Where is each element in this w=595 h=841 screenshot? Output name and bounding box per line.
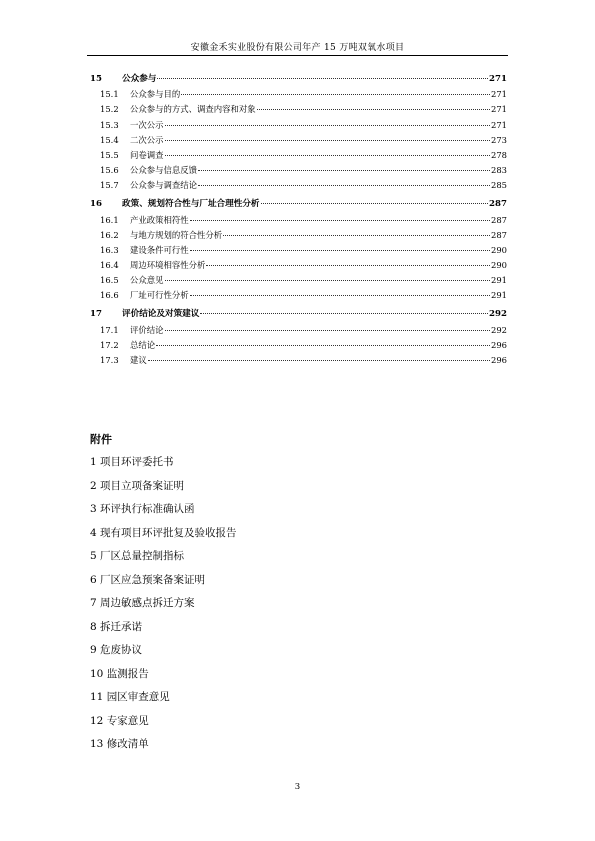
toc-title: 建设条件可行性 (130, 244, 189, 255)
toc-page-number: 283 (491, 165, 507, 176)
toc-number: 15.7 (100, 180, 119, 191)
attachment-item: 6 厂区应急预案备案证明 (90, 573, 206, 586)
toc-section-row[interactable] (90, 338, 507, 353)
attachment-item: 2 项目立项备案证明 (90, 479, 185, 492)
attachment-item: 7 周边敏感点拆迁方案 (90, 597, 195, 609)
toc-page-number: 273 (491, 134, 507, 145)
toc-title: 评价结论及对策建议 (122, 308, 200, 319)
toc-leader-dots (165, 125, 491, 126)
toc-number: 16.2 (100, 229, 119, 240)
toc-page-number: 287 (491, 214, 507, 225)
toc-number: 17.1 (100, 324, 119, 335)
toc-section-row[interactable] (90, 243, 507, 258)
toc-title: 评价结论 (130, 324, 164, 335)
header-rule (87, 55, 508, 56)
toc-number: 15 (90, 74, 102, 84)
toc-chapter-row[interactable] (90, 307, 507, 323)
toc-title: 周边环境相容性分析 (130, 260, 206, 271)
toc-section-row[interactable] (90, 118, 507, 133)
toc-title: 公众参与的方式、调查内容和对象 (130, 104, 256, 115)
toc-leader-dots (198, 170, 490, 171)
toc-chapter-row[interactable] (90, 72, 507, 87)
attachment-item: 4 现有项目环评批复及验收报告 (90, 526, 237, 539)
table-of-contents (90, 72, 507, 368)
toc-title: 公众参与调查结论 (130, 180, 197, 191)
toc-leader-dots (190, 295, 490, 296)
toc-leader-dots (200, 313, 488, 314)
toc-leader-dots (181, 94, 490, 95)
attachment-items (90, 454, 237, 760)
toc-leader-dots (148, 360, 490, 361)
toc-page-number: 291 (491, 275, 507, 286)
page-number: 3 (294, 782, 301, 792)
toc-title: 一次公示 (130, 119, 164, 130)
toc-chapter-row[interactable] (90, 197, 507, 213)
attachments-list (90, 432, 237, 760)
toc-title: 总结论 (130, 339, 156, 350)
toc-section-row[interactable] (90, 87, 507, 102)
attachment-item: 9 危废协议 (90, 644, 143, 656)
toc-leader-dots (257, 109, 490, 110)
toc-number: 15.1 (100, 89, 119, 100)
toc-leader-dots (157, 78, 488, 79)
toc-section-row[interactable] (90, 102, 507, 117)
toc-page-number: 271 (491, 104, 507, 115)
toc-number: 16.5 (100, 275, 119, 286)
toc-section-row[interactable] (90, 228, 507, 243)
toc-number: 15.3 (100, 119, 119, 130)
toc-title: 公众参与信息反馈 (130, 165, 197, 176)
attachments-heading: 附件 (90, 433, 112, 446)
toc-section-row[interactable] (90, 148, 507, 163)
toc-page-number: 292 (491, 324, 507, 335)
toc-number: 16.6 (100, 290, 119, 301)
toc-title: 二次公示 (130, 134, 164, 145)
toc-leader-dots (165, 280, 491, 281)
toc-page-number: 271 (491, 119, 507, 130)
toc-section-row[interactable] (90, 353, 507, 368)
toc-number: 17.2 (100, 339, 119, 350)
toc-leader-dots (156, 345, 490, 346)
toc-page-number: 290 (491, 244, 507, 255)
toc-title: 问卷调查 (130, 149, 164, 160)
toc-page-number: 291 (491, 290, 507, 301)
toc-number: 16.1 (100, 214, 119, 225)
toc-section-row[interactable] (90, 213, 507, 228)
toc-title: 产业政策相符性 (130, 214, 189, 225)
attachment-item: 10 监测报告 (90, 667, 149, 680)
toc-leader-dots (165, 140, 491, 141)
attachment-item: 3 环评执行标准确认函 (90, 503, 195, 515)
toc-page-number: 296 (491, 339, 507, 350)
toc-number: 15.6 (100, 165, 119, 176)
running-header: 安徽金禾实业股份有限公司年产 15 万吨双氧水项目 (190, 43, 405, 53)
toc-number: 16.3 (100, 244, 119, 255)
toc-title: 厂址可行性分析 (130, 290, 189, 301)
toc-page-number: 285 (491, 180, 507, 191)
attachment-item: 1 项目环评委托书 (90, 456, 174, 468)
toc-page-number: 278 (491, 149, 507, 160)
toc-section-row[interactable] (90, 133, 507, 148)
toc-page-number: 292 (489, 308, 507, 319)
toc-page-number: 287 (489, 198, 507, 209)
toc-page-number: 271 (489, 74, 507, 84)
toc-page-number: 271 (491, 89, 507, 100)
attachment-item: 5 厂区总量控制指标 (90, 550, 185, 562)
toc-title: 政策、规划符合性与厂址合理性分析 (122, 198, 260, 209)
toc-section-row[interactable] (90, 163, 507, 178)
toc-section-row[interactable] (90, 323, 507, 338)
toc-leader-dots (165, 330, 491, 331)
toc-leader-dots (206, 265, 490, 266)
toc-number: 16 (90, 198, 102, 209)
toc-number: 15.5 (100, 149, 119, 160)
toc-leader-dots (223, 235, 490, 236)
toc-section-row[interactable] (90, 288, 507, 303)
toc-title: 建议 (130, 355, 147, 365)
toc-page-number: 290 (491, 260, 507, 271)
toc-title: 公众参与 (122, 74, 157, 84)
toc-number: 16.4 (100, 260, 119, 271)
toc-leader-dots (190, 220, 490, 221)
toc-title: 公众参与目的 (130, 89, 181, 100)
attachment-item: 12 专家意见 (90, 714, 149, 727)
attachment-item: 11 园区审查意见 (90, 691, 170, 703)
toc-leader-dots (190, 250, 490, 251)
toc-leader-dots (261, 203, 489, 204)
toc-number: 17.3 (100, 355, 119, 365)
toc-title: 与地方规划的符合性分析 (130, 229, 223, 240)
toc-leader-dots (165, 155, 491, 156)
toc-number: 17 (90, 308, 102, 319)
toc-leader-dots (198, 185, 490, 186)
toc-title: 公众意见 (130, 275, 164, 286)
toc-section-row[interactable] (90, 258, 507, 273)
attachment-item: 8 拆迁承诺 (90, 620, 143, 633)
toc-section-row[interactable] (90, 273, 507, 288)
toc-number: 15.2 (100, 104, 119, 115)
toc-section-row[interactable] (90, 178, 507, 193)
toc-number: 15.4 (100, 134, 119, 145)
toc-page-number: 296 (491, 355, 507, 365)
toc-page-number: 287 (491, 229, 507, 240)
attachment-item: 13 修改清单 (90, 738, 149, 750)
